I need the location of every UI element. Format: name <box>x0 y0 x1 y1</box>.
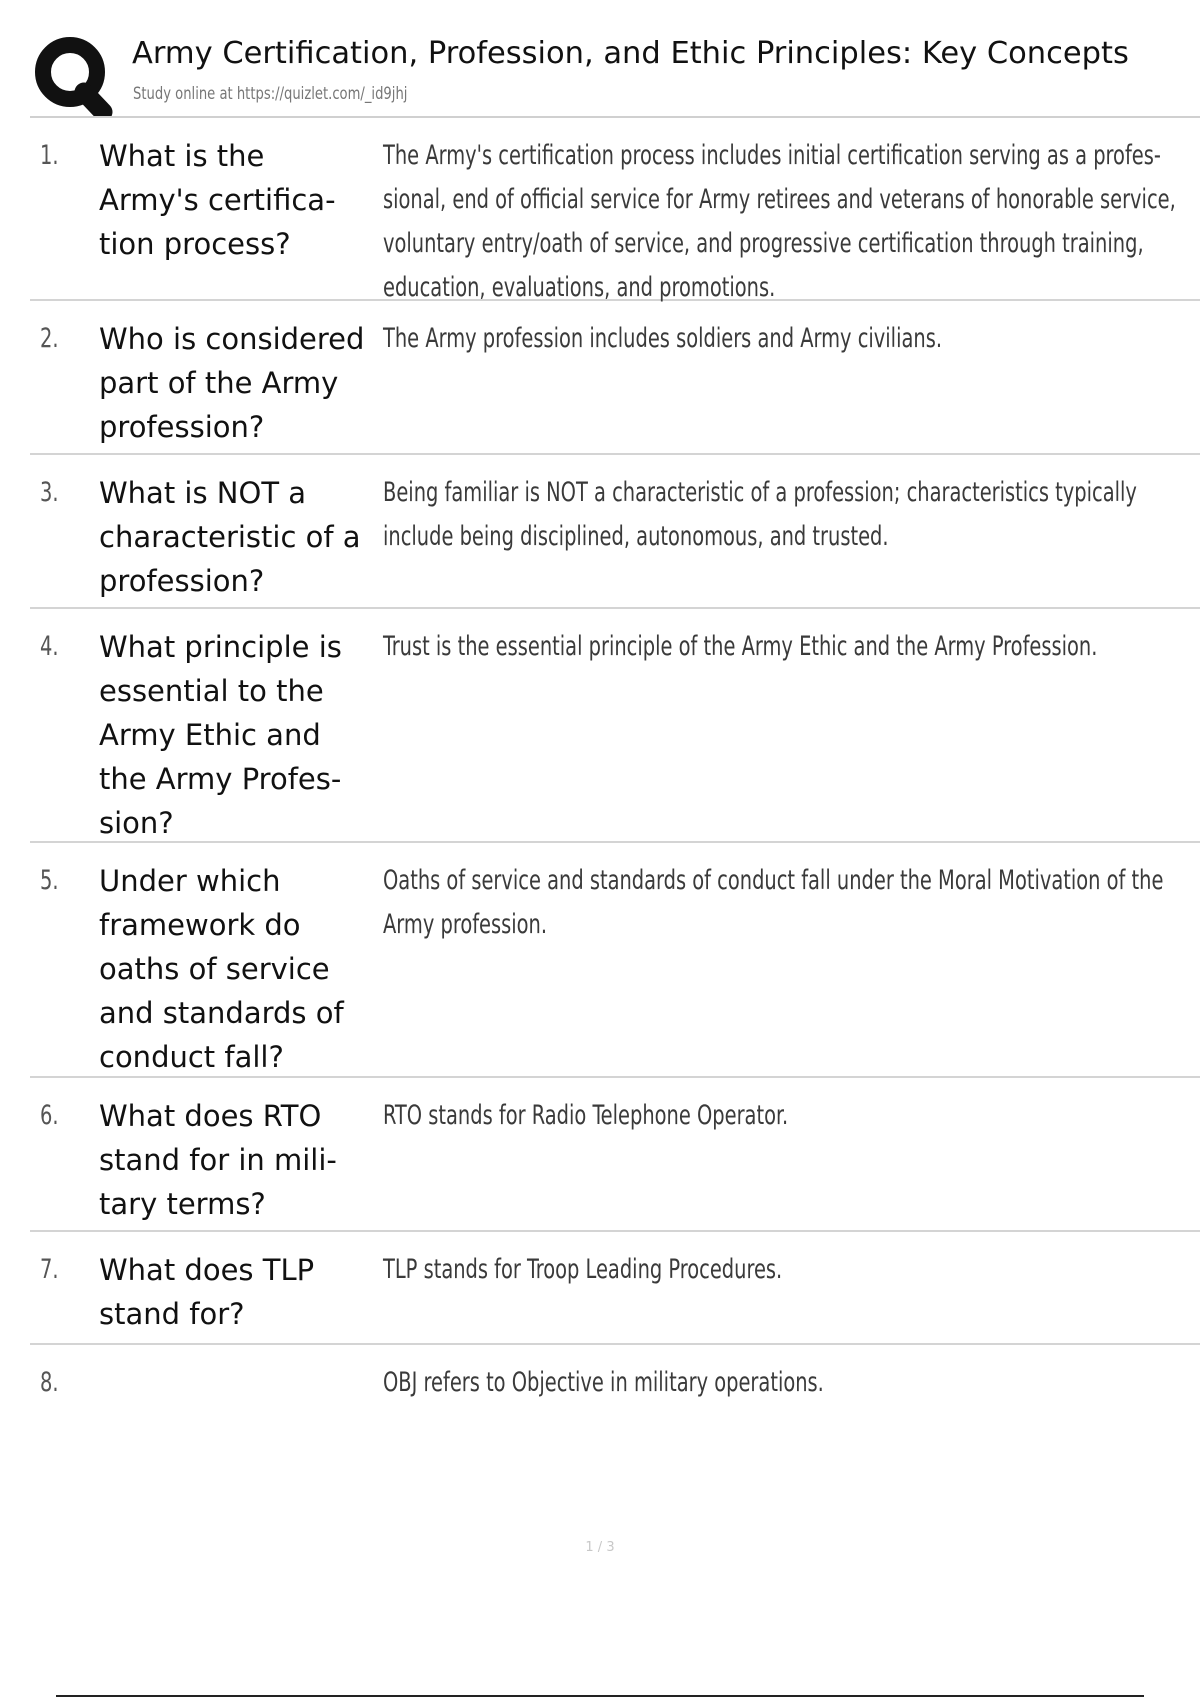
card-number: 5. <box>40 865 59 896</box>
document-title: Army Certification, Profession, and Ethic Principles: Key Concepts <box>132 36 1129 71</box>
study-online-link[interactable]: Study online at https://quizlet.com/_id9jhj <box>133 84 408 104</box>
card-definition: OBJ refers to Objective in military operations. <box>383 1367 824 1398</box>
card-term: Under which framework do oaths of service and standards of conduct fall? <box>99 864 344 1074</box>
card-number: 1. <box>40 140 59 171</box>
card-definition: The Army profession includes soldiers and Army civilians. <box>383 323 942 354</box>
card-definition: RTO stands for Radio Telephone Operator. <box>383 1100 789 1131</box>
card-number: 4. <box>40 631 59 662</box>
quizlet-q-icon <box>32 34 138 118</box>
flashcard-list <box>30 118 1200 1455</box>
flashcard-row <box>30 1232 1200 1345</box>
flashcard-row <box>30 843 1200 1078</box>
card-term: Who is considered part of the Army profession? <box>99 322 365 444</box>
card-term: What is NOT a characteristic of a profession? <box>99 476 361 598</box>
footer-divider <box>56 1695 1144 1697</box>
card-term: What principle is essential to the Army Ethic and the Army Profes- sion? <box>99 630 342 840</box>
card-number: 8. <box>40 1367 59 1398</box>
card-number: 3. <box>40 477 59 508</box>
card-number: 7. <box>40 1254 59 1285</box>
card-term: What does TLP stand for? <box>99 1253 315 1331</box>
card-term: What does RTO stand for in mili- tary terms? <box>99 1099 337 1221</box>
flashcard-row <box>30 1078 1200 1232</box>
flashcard-row <box>30 1345 1200 1455</box>
page-number: 1 / 3 <box>585 1540 615 1555</box>
card-number: 6. <box>40 1100 59 1131</box>
flashcard-row <box>30 455 1200 609</box>
card-definition: Trust is the essential principle of the Army Ethic and the Army Profession. <box>383 631 1098 662</box>
flashcard-row <box>30 609 1200 843</box>
card-term: What is the Army's certifica- tion process? <box>99 139 336 261</box>
card-number: 2. <box>40 323 59 354</box>
document-header <box>30 28 1200 116</box>
card-definition: TLP stands for Troop Leading Procedures. <box>383 1254 783 1285</box>
flashcard-row <box>30 118 1200 301</box>
flashcard-row <box>30 301 1200 455</box>
card-definition: Being familiar is NOT a characteristic of a profession; characteristics typically include being disciplined, autonomous, and trusted. <box>383 477 1137 552</box>
card-definition: Oaths of service and standards of conduct fall under the Moral Motivation of the Army profession. <box>383 865 1164 940</box>
card-definition: The Army's certification process includes initial certification serving as a profes- sional, end of official service for Army retirees and veterans of honorable service, voluntary entry/oath of service, and progressive certification through training, education, evaluations, and promotions. <box>383 140 1176 303</box>
